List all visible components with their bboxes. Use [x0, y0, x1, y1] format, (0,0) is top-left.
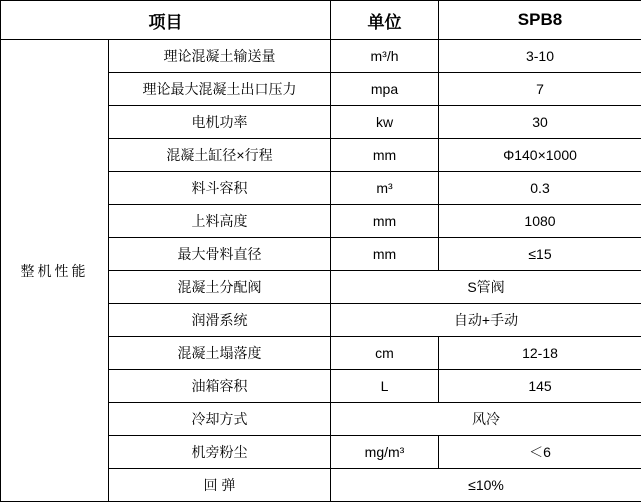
- row-value: 7: [439, 73, 641, 106]
- row-value: 30: [439, 106, 641, 139]
- row-value: 3-10: [439, 40, 641, 73]
- table-header-row: [1, 1, 641, 40]
- row-item-label: 理论最大混凝土出口压力: [109, 73, 331, 106]
- row-item-label: 上料高度: [109, 205, 331, 238]
- row-value: 自动+手动: [331, 304, 641, 337]
- row-unit: mpa: [331, 73, 439, 106]
- row-item-label: 理论混凝土输送量: [109, 40, 331, 73]
- row-unit: L: [331, 370, 439, 403]
- row-item-label: 混凝土分配阀: [109, 271, 331, 304]
- row-item-label: 机旁粉尘: [109, 436, 331, 469]
- row-unit: mm: [331, 139, 439, 172]
- header-model: SPB8: [439, 1, 641, 40]
- row-unit: m³: [331, 172, 439, 205]
- header-unit: 单位: [331, 1, 439, 40]
- row-item-label: 冷却方式: [109, 403, 331, 436]
- header-item: 项目: [1, 1, 331, 40]
- row-item-label: 油箱容积: [109, 370, 331, 403]
- row-unit: mm: [331, 238, 439, 271]
- row-value: ≤15: [439, 238, 641, 271]
- row-unit: m³/h: [331, 40, 439, 73]
- row-value: ≤10%: [331, 469, 641, 502]
- row-item-label: 混凝土塌落度: [109, 337, 331, 370]
- group-label-whole-machine-performance: 整机性能: [1, 40, 109, 502]
- row-item-label: 电机功率: [109, 106, 331, 139]
- row-value: 0.3: [439, 172, 641, 205]
- row-value: S管阀: [331, 271, 641, 304]
- table-row: [1, 40, 641, 73]
- row-item-label: 回 弹: [109, 469, 331, 502]
- row-value: 1080: [439, 205, 641, 238]
- row-value: 12-18: [439, 337, 641, 370]
- row-value: 风冷: [331, 403, 641, 436]
- row-item-label: 混凝土缸径×行程: [109, 139, 331, 172]
- row-item-label: 润滑系统: [109, 304, 331, 337]
- row-unit: kw: [331, 106, 439, 139]
- row-unit: cm: [331, 337, 439, 370]
- row-unit: mg/m³: [331, 436, 439, 469]
- row-value: ＜6: [439, 436, 641, 469]
- row-item-label: 料斗容积: [109, 172, 331, 205]
- row-item-label: 最大骨料直径: [109, 238, 331, 271]
- row-unit: mm: [331, 205, 439, 238]
- row-value: 145: [439, 370, 641, 403]
- row-value: Φ140×1000: [439, 139, 641, 172]
